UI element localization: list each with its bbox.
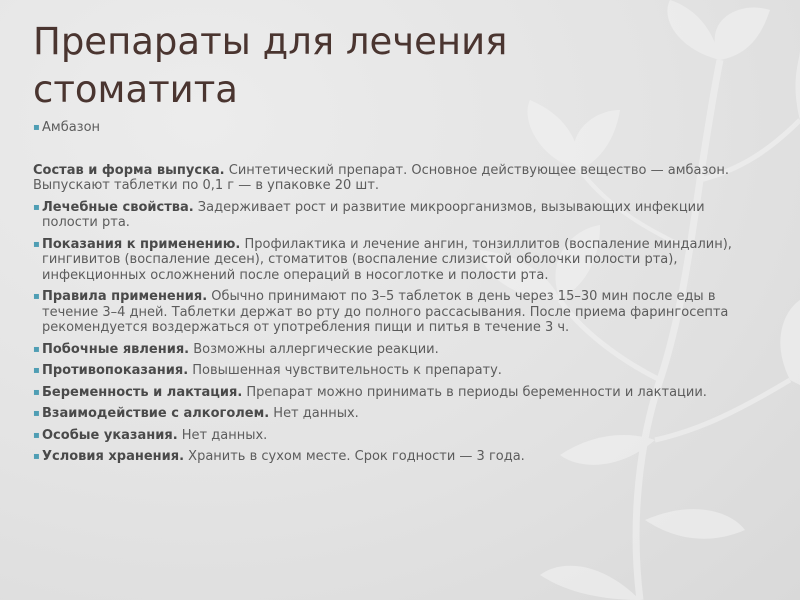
item-text: Препарат можно принимать в периоды беременности и лактации.: [242, 384, 707, 400]
item-label: Побочные явления.: [42, 341, 190, 357]
bullet-icon: ▪: [33, 122, 40, 133]
item-label: Взаимодействие с алкоголем.: [42, 406, 270, 421]
item-label: Состав и форма выпуска.: [33, 162, 225, 178]
bullet-icon: ▪: [33, 408, 40, 419]
bullet-icon: ▪: [33, 201, 40, 213]
list-item-special-notes: [33, 428, 758, 444]
list-item-alcohol: [33, 406, 758, 422]
list-item-side-effects: [33, 342, 758, 358]
bullet-icon: ▪: [33, 429, 40, 441]
bullet-icon: ▪: [33, 386, 40, 398]
item-text: Повышенная чувствительность к препарату.: [188, 363, 502, 378]
item-label: Лечебные свойства.: [42, 199, 194, 215]
bullet-icon: ▪: [33, 365, 40, 376]
item-text: Задерживает рост и развитие микроорганизмов, вызывающих инфекции полости рта.: [42, 199, 705, 230]
item-label: Показания к применению.: [42, 236, 241, 252]
item-text: Синтетический препарат. Основное действующее вещество — амбазон. Выпускают таблетки по 0,1 г — в упаковке 20 шт.: [33, 162, 730, 193]
bullet-icon: ▪: [33, 291, 40, 302]
item-label: Особые указания.: [42, 427, 178, 443]
list-item-drug-name: [33, 120, 758, 136]
item-text: Хранить в сухом месте. Срок годности — 3 года.: [184, 449, 525, 464]
list-item-usage-rules: [33, 289, 758, 336]
item-label: Беременность и лактация.: [42, 384, 243, 400]
list-item-contraindications: [33, 363, 758, 379]
slide-title: Препараты для лечения стоматита: [33, 20, 508, 111]
list-item-properties: [33, 200, 758, 231]
item-text: Профилактика и лечение ангин, тонзиллитов (воспаление миндалин), гингивитов (воспаление десен), стоматитов (воспаление слизистой оболочки полости рта), инфекционных осложнений после операций в носоглотке и полости рта.: [42, 236, 732, 283]
slide-content: [33, 120, 758, 471]
list-item-storage: [33, 449, 758, 465]
drug-name: Амбазон: [42, 120, 101, 135]
list-item-indications: [33, 237, 758, 284]
item-label: Условия хранения.: [42, 449, 185, 464]
item-text: Нет данных.: [177, 427, 268, 443]
item-text: Нет данных.: [269, 406, 359, 421]
bullet-icon: ▪: [33, 238, 40, 250]
item-text: Обычно принимают по 3–5 таблеток в день через 15–30 мин после еды в течение 3–4 дней. Таблетки держат во рту до полного рассасывания. После приема фарингосепта рекомендуется воздержаться от употребления пищи и питья в течение 3 ч.: [42, 289, 729, 335]
item-text: Возможны аллергические реакции.: [189, 341, 439, 357]
bullet-icon: ▪: [33, 451, 40, 462]
item-label: Правила применения.: [42, 289, 208, 304]
list-item-composition: [33, 163, 758, 194]
item-label: Противопоказания.: [42, 363, 189, 378]
bullet-icon: ▪: [33, 343, 40, 355]
list-item-pregnancy: [33, 385, 758, 401]
